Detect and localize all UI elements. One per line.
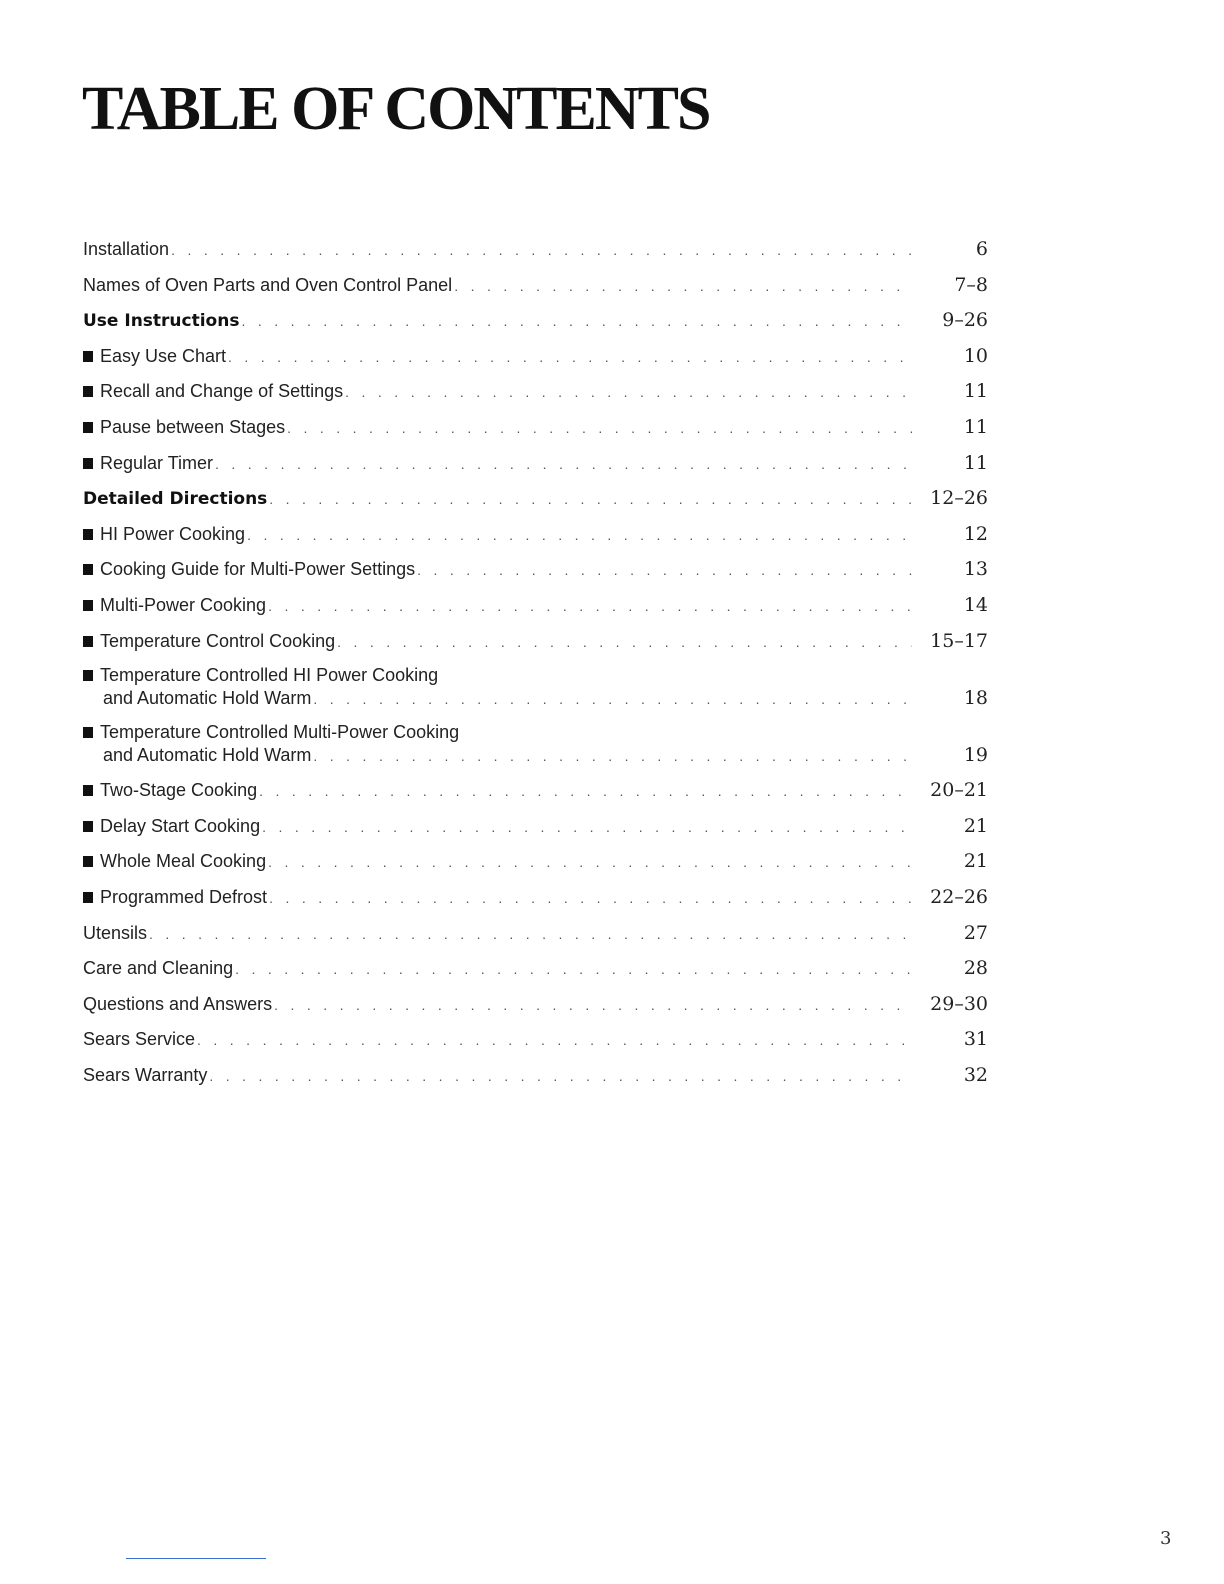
toc-page-number: 27 xyxy=(963,921,988,944)
toc-page-number: 19 xyxy=(963,744,988,767)
toc-entry-title: Care and Cleaning xyxy=(83,958,234,979)
toc-entry-title: Temperature Controlled HI Power Cooking xyxy=(100,665,439,686)
toc-page-number: 12 xyxy=(963,522,988,545)
toc-entry-title: Multi-Power Cooking xyxy=(100,594,267,615)
square-bullet-icon xyxy=(83,785,93,796)
toc-entry-sears-service xyxy=(83,1026,988,1062)
toc-entry-title: Installation xyxy=(83,239,170,259)
dot-leader xyxy=(417,562,912,578)
dot-leader xyxy=(262,819,912,835)
toc-entry-title: Delay Start Cooking xyxy=(100,815,261,836)
toc-section-use-instructions xyxy=(83,307,988,343)
toc-page-number: 15–17 xyxy=(930,629,988,652)
dot-leader xyxy=(287,420,912,436)
dot-leader xyxy=(313,691,912,707)
toc-entry-care-cleaning xyxy=(83,955,988,991)
square-bullet-icon xyxy=(83,892,93,903)
toc-page-number: 18 xyxy=(963,687,988,710)
toc-entry-title: Easy Use Chart xyxy=(100,345,227,366)
dot-leader xyxy=(337,634,912,650)
dot-leader xyxy=(269,890,912,906)
dot-leader xyxy=(228,349,912,365)
toc-entry-title: HI Power Cooking xyxy=(100,523,246,544)
toc-section-detailed-directions xyxy=(83,485,988,521)
toc-entry-programmed-defrost xyxy=(83,884,988,920)
dot-leader xyxy=(269,491,912,507)
dot-leader xyxy=(268,598,912,614)
toc-page-number: 11 xyxy=(963,380,988,403)
toc-entry-title-continued: and Automatic Hold Warm xyxy=(103,745,312,766)
dot-leader xyxy=(241,313,912,329)
toc-page-number: 20–21 xyxy=(930,779,988,802)
toc-page-number: 12–26 xyxy=(930,487,988,510)
toc-entry-delay-start xyxy=(83,813,988,849)
toc-entry-easy-use-chart xyxy=(83,343,988,379)
square-bullet-icon xyxy=(83,458,93,469)
dot-leader xyxy=(215,456,912,472)
toc-entry-title: Sears Service xyxy=(83,1029,196,1050)
toc-entry-sears-warranty xyxy=(83,1062,988,1098)
dot-leader xyxy=(149,926,912,942)
toc-entry-title: Regular Timer xyxy=(100,452,214,473)
square-bullet-icon xyxy=(83,529,93,540)
toc-entry-title: Sears Warranty xyxy=(83,1064,208,1085)
toc-page-number: 11 xyxy=(963,451,988,474)
toc-entry-title: Temperature Control Cooking xyxy=(100,630,336,651)
toc-entry-title: Whole Meal Cooking xyxy=(100,851,267,872)
toc-entry-multi-power-cooking xyxy=(83,592,988,628)
toc-section-title: Use Instructions xyxy=(83,311,240,332)
toc-entry-title: Pause between Stages xyxy=(100,416,286,437)
square-bullet-icon xyxy=(83,856,93,867)
dot-leader xyxy=(197,1032,912,1048)
toc-entry-pause-between-stages xyxy=(83,414,988,450)
toc-page-number: 28 xyxy=(963,957,988,980)
square-bullet-icon xyxy=(83,564,93,575)
toc-entry-title: Cooking Guide for Multi-Power Settings xyxy=(100,559,416,580)
square-bullet-icon xyxy=(83,351,93,362)
toc-entry-title: Questions and Answers xyxy=(83,993,273,1014)
dot-leader xyxy=(171,242,912,258)
toc-entry-recall-settings xyxy=(83,378,988,414)
footer-rule xyxy=(126,1558,266,1559)
toc-entry-utensils xyxy=(83,920,988,956)
square-bullet-icon xyxy=(83,727,93,738)
toc-entry-title: Names of Oven Parts and Oven Control Panel xyxy=(83,274,453,295)
dot-leader xyxy=(268,854,912,870)
square-bullet-icon xyxy=(83,422,93,433)
toc-page-number: 13 xyxy=(963,558,988,581)
toc-page-number: 32 xyxy=(963,1063,988,1086)
table-of-contents xyxy=(83,236,988,1097)
toc-entry-two-stage-cooking xyxy=(83,777,988,813)
dot-leader xyxy=(274,997,912,1013)
toc-entry-regular-timer xyxy=(83,450,988,486)
toc-entry-temp-hi-power xyxy=(83,663,988,720)
toc-page-number: 9–26 xyxy=(942,309,988,332)
toc-entry-installation xyxy=(83,236,988,272)
toc-entry-temp-multi-power xyxy=(83,720,988,777)
dot-leader xyxy=(235,961,912,977)
toc-page-number: 21 xyxy=(963,850,988,873)
dot-leader xyxy=(313,748,912,764)
square-bullet-icon xyxy=(83,670,93,681)
square-bullet-icon xyxy=(83,636,93,647)
toc-page-number: 14 xyxy=(963,593,988,616)
toc-entry-title-continued: and Automatic Hold Warm xyxy=(103,688,312,709)
toc-entry-title: Utensils xyxy=(83,922,148,943)
toc-page-number: 6 xyxy=(975,238,988,260)
toc-page-number: 21 xyxy=(963,814,988,837)
toc-page-number: 11 xyxy=(963,415,988,438)
toc-page-number: 22–26 xyxy=(930,885,988,908)
page-title: TABLE OF CONTENTS xyxy=(82,75,710,143)
square-bullet-icon xyxy=(83,386,93,397)
page-number: 3 xyxy=(1160,1528,1172,1549)
dot-leader xyxy=(247,527,912,543)
toc-entry-title: Programmed Defrost xyxy=(100,886,268,907)
toc-page-number: 7–8 xyxy=(954,273,988,296)
toc-entry-cooking-guide xyxy=(83,556,988,592)
toc-entry-title: Recall and Change of Settings xyxy=(100,381,344,402)
toc-page-number: 29–30 xyxy=(930,992,988,1015)
toc-entry-temperature-control xyxy=(83,628,988,664)
toc-entry-title: Temperature Controlled Multi-Power Cooking xyxy=(100,722,460,743)
toc-section-title: Detailed Directions xyxy=(83,489,268,510)
square-bullet-icon xyxy=(83,600,93,611)
toc-entry-hi-power-cooking xyxy=(83,521,988,557)
toc-entry-title: Two-Stage Cooking xyxy=(100,780,258,801)
square-bullet-icon xyxy=(83,821,93,832)
toc-entry-whole-meal xyxy=(83,848,988,884)
dot-leader xyxy=(454,278,912,294)
toc-entry-questions-answers xyxy=(83,991,988,1027)
toc-page-number: 31 xyxy=(963,1028,988,1051)
dot-leader xyxy=(209,1068,912,1084)
dot-leader xyxy=(345,384,912,400)
toc-entry-oven-parts xyxy=(83,272,988,308)
toc-page-number: 10 xyxy=(963,344,988,367)
dot-leader xyxy=(259,783,912,799)
